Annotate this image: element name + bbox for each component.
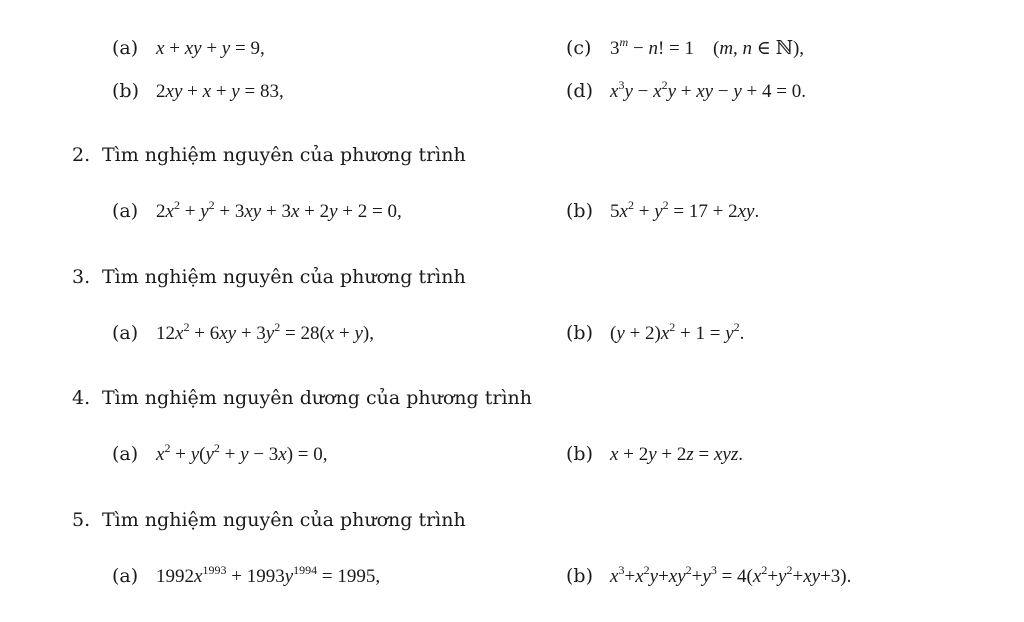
problem-title: Tìm nghiệm nguyên của phương trình — [102, 144, 466, 166]
problem-number: 4. — [72, 387, 91, 409]
problem-number: 5. — [72, 509, 91, 531]
problem4-item-a — [112, 441, 328, 468]
item-label: (b) — [566, 200, 593, 222]
item-label: (a) — [112, 565, 139, 587]
equation: $3^m - n$! = 1 (m, n ∈ ℕ), — [610, 35, 805, 59]
problem-number: 3. — [72, 266, 91, 288]
problem2-item-a — [112, 198, 402, 225]
item-label: (b) — [566, 443, 593, 465]
problem-title: Tìm nghiệm nguyên của phương trình — [102, 509, 466, 531]
problem3-heading — [72, 263, 466, 291]
problem3-item-b — [566, 320, 744, 347]
problem4-heading — [72, 384, 532, 412]
equation: $x^3+x^2y+xy^2+y^3 = 4(x^2+y^2+xy+3)$. — [610, 563, 852, 587]
item-label: (a) — [112, 443, 139, 465]
equation: $12x^2 + 6xy + 3y^2 = 28(x + y)$, — [156, 320, 374, 344]
item-label: (a) — [112, 322, 139, 344]
equation: $1992x^{1993} + 1993y^{1994} = 1995$, — [156, 563, 381, 587]
equation: $(y + 2)x^2 + 1 = y^2$. — [610, 320, 745, 344]
problem5-item-b — [566, 563, 851, 590]
problem5-heading — [72, 506, 466, 534]
problem-number: 2. — [72, 144, 91, 166]
problem1-item-d — [566, 78, 806, 105]
problem1-item-a — [112, 35, 265, 62]
item-label: (b) — [566, 322, 593, 344]
problem2-heading — [72, 141, 466, 169]
equation: x + xy + y = 9, — [156, 38, 265, 59]
equation: x + 2y + 2z = xyz. — [610, 444, 743, 465]
item-label: (a) — [112, 200, 139, 222]
problem5-item-a — [112, 563, 380, 590]
item-label: (c) — [566, 37, 592, 59]
problem4-item-b — [566, 441, 743, 468]
problem2-item-b — [566, 198, 759, 225]
item-label: (d) — [566, 80, 593, 102]
problem1-item-b — [112, 78, 284, 105]
problem1-item-c — [566, 35, 804, 62]
item-label: (a) — [112, 37, 139, 59]
problem-title: Tìm nghiệm nguyên dương của phương trình — [102, 387, 533, 409]
equation: $5x^2 + y^2 = 17 + 2xy$. — [610, 198, 760, 222]
equation: $x^2 + y(y^2 + y - 3x) = 0$, — [156, 441, 328, 465]
item-label: (b) — [112, 80, 139, 102]
item-label: (b) — [566, 565, 593, 587]
problem-title: Tìm nghiệm nguyên của phương trình — [102, 266, 466, 288]
equation: $x^3y - x^2y$ + xy − y + 4 = 0. — [610, 78, 806, 102]
problem3-item-a — [112, 320, 374, 347]
equation: $2x^2 + y^2 + 3xy + 3x + 2y + 2 = 0$, — [156, 198, 402, 222]
equation: 2xy + x + y = 83, — [156, 81, 284, 102]
